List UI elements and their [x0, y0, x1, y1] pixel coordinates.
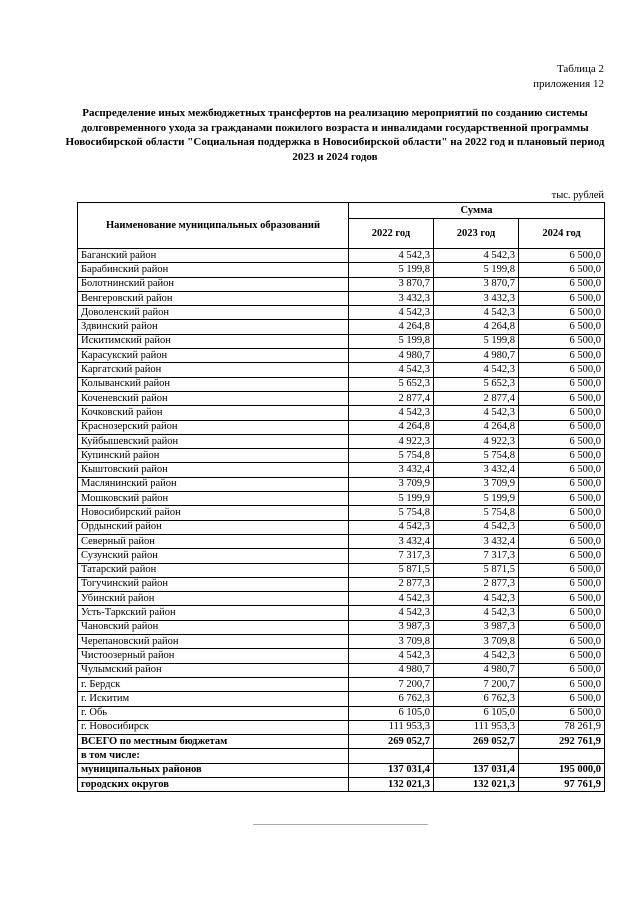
municipality-name: Мошковский район: [78, 492, 349, 506]
value-2024: 6 500,0: [519, 563, 605, 577]
value-2024: 6 500,0: [519, 463, 605, 477]
municipality-name: Купинский район: [78, 449, 349, 463]
value-2022: 5 199,9: [349, 492, 434, 506]
value-2023: 5 754,8: [434, 506, 519, 520]
table-row: [78, 349, 605, 363]
value-2023: 5 871,5: [434, 563, 519, 577]
municipality-name: г. Обь: [78, 706, 349, 720]
value-2022: 4 542,3: [349, 363, 434, 377]
table-row: [78, 449, 605, 463]
municipality-name: г. Новосибирск: [78, 720, 349, 734]
value-2022: 5 199,8: [349, 263, 434, 277]
value-2023: 3 432,3: [434, 291, 519, 305]
value-2024: 6 500,0: [519, 706, 605, 720]
municipality-name: Убинский район: [78, 592, 349, 606]
value-2024: 6 500,0: [519, 606, 605, 620]
value-2022: 7 200,7: [349, 677, 434, 691]
value-2023: 6 762,3: [434, 692, 519, 706]
municipality-name: Барабинский район: [78, 263, 349, 277]
value-2022: 4 542,3: [349, 606, 434, 620]
value-2023: 5 754,8: [434, 449, 519, 463]
table-row: [78, 577, 605, 591]
municipality-name: Северный район: [78, 534, 349, 548]
value-2023: 3 432,4: [434, 534, 519, 548]
table-row: [78, 420, 605, 434]
municipality-name: Баганский район: [78, 249, 349, 263]
value-2024: 6 500,0: [519, 291, 605, 305]
value-2024: 6 500,0: [519, 592, 605, 606]
value-2024: 6 500,0: [519, 477, 605, 491]
value-2023: 5 199,8: [434, 263, 519, 277]
total-label: ВСЕГО по местным бюджетам: [78, 735, 349, 749]
table-row: [78, 492, 605, 506]
value-2022: 4 542,3: [349, 406, 434, 420]
urban-label: городских округов: [78, 777, 349, 791]
value-2022: 5 754,8: [349, 506, 434, 520]
value-2022: 3 870,7: [349, 277, 434, 291]
table-row: [78, 377, 605, 391]
urban-2024: 97 761,9: [519, 777, 605, 791]
value-2022: 4 980,7: [349, 349, 434, 363]
value-2024: 6 500,0: [519, 534, 605, 548]
value-2024: 6 500,0: [519, 492, 605, 506]
value-2024: 6 500,0: [519, 520, 605, 534]
value-2024: 6 500,0: [519, 377, 605, 391]
table-row: [78, 320, 605, 334]
value-2022: 4 922,3: [349, 434, 434, 448]
value-2022: 4 542,3: [349, 649, 434, 663]
value-2022: 6 105,0: [349, 706, 434, 720]
value-2024: 6 500,0: [519, 549, 605, 563]
total-2023: 269 052,7: [434, 735, 519, 749]
footer-divider: [253, 824, 428, 825]
value-2022: 5 199,8: [349, 334, 434, 348]
value-2023: 4 542,3: [434, 606, 519, 620]
value-2022: 4 542,3: [349, 306, 434, 320]
municipality-name: Венгеровский район: [78, 291, 349, 305]
municipality-name: Карасукский район: [78, 349, 349, 363]
value-2022: 3 432,4: [349, 463, 434, 477]
municipality-name: Усть-Таркский район: [78, 606, 349, 620]
value-2022: 2 877,4: [349, 391, 434, 405]
municipality-name: Татарский район: [78, 563, 349, 577]
value-2023: 4 264,8: [434, 320, 519, 334]
table-row: [78, 363, 605, 377]
municipality-name: Кыштовский район: [78, 463, 349, 477]
value-2024: 6 500,0: [519, 434, 605, 448]
municipality-name: Болотнинский район: [78, 277, 349, 291]
table-row: [78, 534, 605, 548]
table-row: [78, 677, 605, 691]
value-2024: 6 500,0: [519, 306, 605, 320]
table-row: [78, 649, 605, 663]
municipality-name: Ордынский район: [78, 520, 349, 534]
value-2023: 7 200,7: [434, 677, 519, 691]
value-2024: 6 500,0: [519, 677, 605, 691]
value-2024: 6 500,0: [519, 391, 605, 405]
table-body: [78, 249, 605, 735]
value-2022: 4 542,3: [349, 520, 434, 534]
value-2023: 4 264,8: [434, 420, 519, 434]
municipal-row: [78, 763, 605, 777]
value-2023: 5 199,9: [434, 492, 519, 506]
value-2022: 3 709,9: [349, 477, 434, 491]
table-row: [78, 391, 605, 405]
value-2023: 3 870,7: [434, 277, 519, 291]
column-header-name: Наименование муниципальных образований: [78, 203, 349, 249]
value-2023: 4 542,3: [434, 363, 519, 377]
value-2022: 111 953,3: [349, 720, 434, 734]
value-2022: 3 432,4: [349, 534, 434, 548]
table-row: [78, 249, 605, 263]
value-2024: 6 500,0: [519, 249, 605, 263]
total-2024: 292 761,9: [519, 735, 605, 749]
value-2024: 6 500,0: [519, 620, 605, 634]
value-2023: 111 953,3: [434, 720, 519, 734]
value-2024: 6 500,0: [519, 506, 605, 520]
value-2023: 3 432,4: [434, 463, 519, 477]
municipal-2024: 195 000,0: [519, 763, 605, 777]
municipality-name: Чановский район: [78, 620, 349, 634]
table-row: [78, 306, 605, 320]
transfers-table: [77, 202, 605, 792]
table-row: [78, 620, 605, 634]
municipality-name: г. Искитим: [78, 692, 349, 706]
municipality-name: Доволенский район: [78, 306, 349, 320]
value-2023: 2 877,4: [434, 391, 519, 405]
value-2023: 4 542,3: [434, 649, 519, 663]
value-2024: 6 500,0: [519, 449, 605, 463]
value-2024: 6 500,0: [519, 406, 605, 420]
value-2022: 4 264,8: [349, 420, 434, 434]
table-row: [78, 549, 605, 563]
value-2024: 6 500,0: [519, 692, 605, 706]
value-2022: 2 877,3: [349, 577, 434, 591]
value-2022: 4 980,7: [349, 663, 434, 677]
value-2024: 6 500,0: [519, 649, 605, 663]
value-2024: 6 500,0: [519, 334, 605, 348]
document-title: Распределение иных межбюджетных трансфертов на реализацию мероприятий по созданию системы долговременного ухода за гражданами пожилого возраста и инвалидами государственной программы Новосибирской области "Социальная поддержка в Новосибирской области" на 2022 год и плановый период 2023 и 2024 годов: [65, 107, 605, 163]
municipality-name: Искитимский район: [78, 334, 349, 348]
value-2022: 3 709,8: [349, 635, 434, 649]
table-row: [78, 563, 605, 577]
value-2024: 6 500,0: [519, 635, 605, 649]
value-2023: 4 542,3: [434, 592, 519, 606]
table-row: [78, 592, 605, 606]
value-2024: 6 500,0: [519, 349, 605, 363]
value-2023: 4 542,3: [434, 520, 519, 534]
municipal-label: муниципальных районов: [78, 763, 349, 777]
municipality-name: Маслянинский район: [78, 477, 349, 491]
table-row: [78, 520, 605, 534]
value-2022: 3 432,3: [349, 291, 434, 305]
value-2022: 5 754,8: [349, 449, 434, 463]
municipality-name: Краснозерский район: [78, 420, 349, 434]
municipality-name: Коченевский район: [78, 391, 349, 405]
value-2024: 6 500,0: [519, 320, 605, 334]
urban-row: [78, 777, 605, 791]
urban-2022: 132 021,3: [349, 777, 434, 791]
value-2022: 6 762,3: [349, 692, 434, 706]
municipality-name: Тогучинский район: [78, 577, 349, 591]
municipality-name: Колыванский район: [78, 377, 349, 391]
appendix-label: приложения 12: [533, 78, 604, 90]
table-label: Таблица 2: [556, 63, 604, 75]
municipality-name: Чулымский район: [78, 663, 349, 677]
table-row: [78, 606, 605, 620]
table-row: [78, 291, 605, 305]
value-2024: 6 500,0: [519, 420, 605, 434]
municipal-2023: 137 031,4: [434, 763, 519, 777]
table-row: [78, 263, 605, 277]
urban-2023: 132 021,3: [434, 777, 519, 791]
value-2023: 3 709,9: [434, 477, 519, 491]
municipality-name: Куйбышевский район: [78, 434, 349, 448]
value-2023: 4 542,3: [434, 306, 519, 320]
value-2023: 4 922,3: [434, 434, 519, 448]
table-row: [78, 477, 605, 491]
including-label: в том числе:: [78, 749, 349, 763]
value-2023: 7 317,3: [434, 549, 519, 563]
table-row: [78, 706, 605, 720]
value-2024: 78 261,9: [519, 720, 605, 734]
column-header-sum: Сумма: [349, 203, 605, 219]
value-2022: 4 542,3: [349, 249, 434, 263]
table-row: [78, 635, 605, 649]
table-row: [78, 720, 605, 734]
column-header-2023: 2023 год: [434, 219, 519, 249]
value-2024: 6 500,0: [519, 663, 605, 677]
units-label: тыс. рублей: [551, 190, 604, 201]
table-row: [78, 406, 605, 420]
value-2023: 4 542,3: [434, 406, 519, 420]
value-2023: 4 980,7: [434, 349, 519, 363]
table-row: [78, 663, 605, 677]
value-2023: 4 980,7: [434, 663, 519, 677]
value-2022: 7 317,3: [349, 549, 434, 563]
value-2022: 4 264,8: [349, 320, 434, 334]
value-2023: 2 877,3: [434, 577, 519, 591]
table-row: [78, 434, 605, 448]
including-row: [78, 749, 605, 763]
municipal-2022: 137 031,4: [349, 763, 434, 777]
table-row: [78, 692, 605, 706]
value-2023: 4 542,3: [434, 249, 519, 263]
value-2022: 5 871,5: [349, 563, 434, 577]
value-2023: 5 652,3: [434, 377, 519, 391]
value-2022: 5 652,3: [349, 377, 434, 391]
municipality-name: Здвинский район: [78, 320, 349, 334]
municipality-name: Кочковский район: [78, 406, 349, 420]
table-row: [78, 277, 605, 291]
municipality-name: Сузунский район: [78, 549, 349, 563]
table-row: [78, 334, 605, 348]
municipality-name: Черепановский район: [78, 635, 349, 649]
value-2024: 6 500,0: [519, 363, 605, 377]
value-2024: 6 500,0: [519, 263, 605, 277]
total-2022: 269 052,7: [349, 735, 434, 749]
total-row: [78, 735, 605, 749]
value-2024: 6 500,0: [519, 577, 605, 591]
table-row: [78, 463, 605, 477]
value-2023: 6 105,0: [434, 706, 519, 720]
column-header-2024: 2024 год: [519, 219, 605, 249]
municipality-name: г. Бердск: [78, 677, 349, 691]
municipality-name: Новосибирский район: [78, 506, 349, 520]
value-2024: 6 500,0: [519, 277, 605, 291]
value-2023: 5 199,8: [434, 334, 519, 348]
column-header-2022: 2022 год: [349, 219, 434, 249]
value-2022: 4 542,3: [349, 592, 434, 606]
value-2023: 3 987,3: [434, 620, 519, 634]
municipality-name: Каргатский район: [78, 363, 349, 377]
municipality-name: Чистоозерный район: [78, 649, 349, 663]
value-2023: 3 709,8: [434, 635, 519, 649]
table-row: [78, 506, 605, 520]
value-2022: 3 987,3: [349, 620, 434, 634]
